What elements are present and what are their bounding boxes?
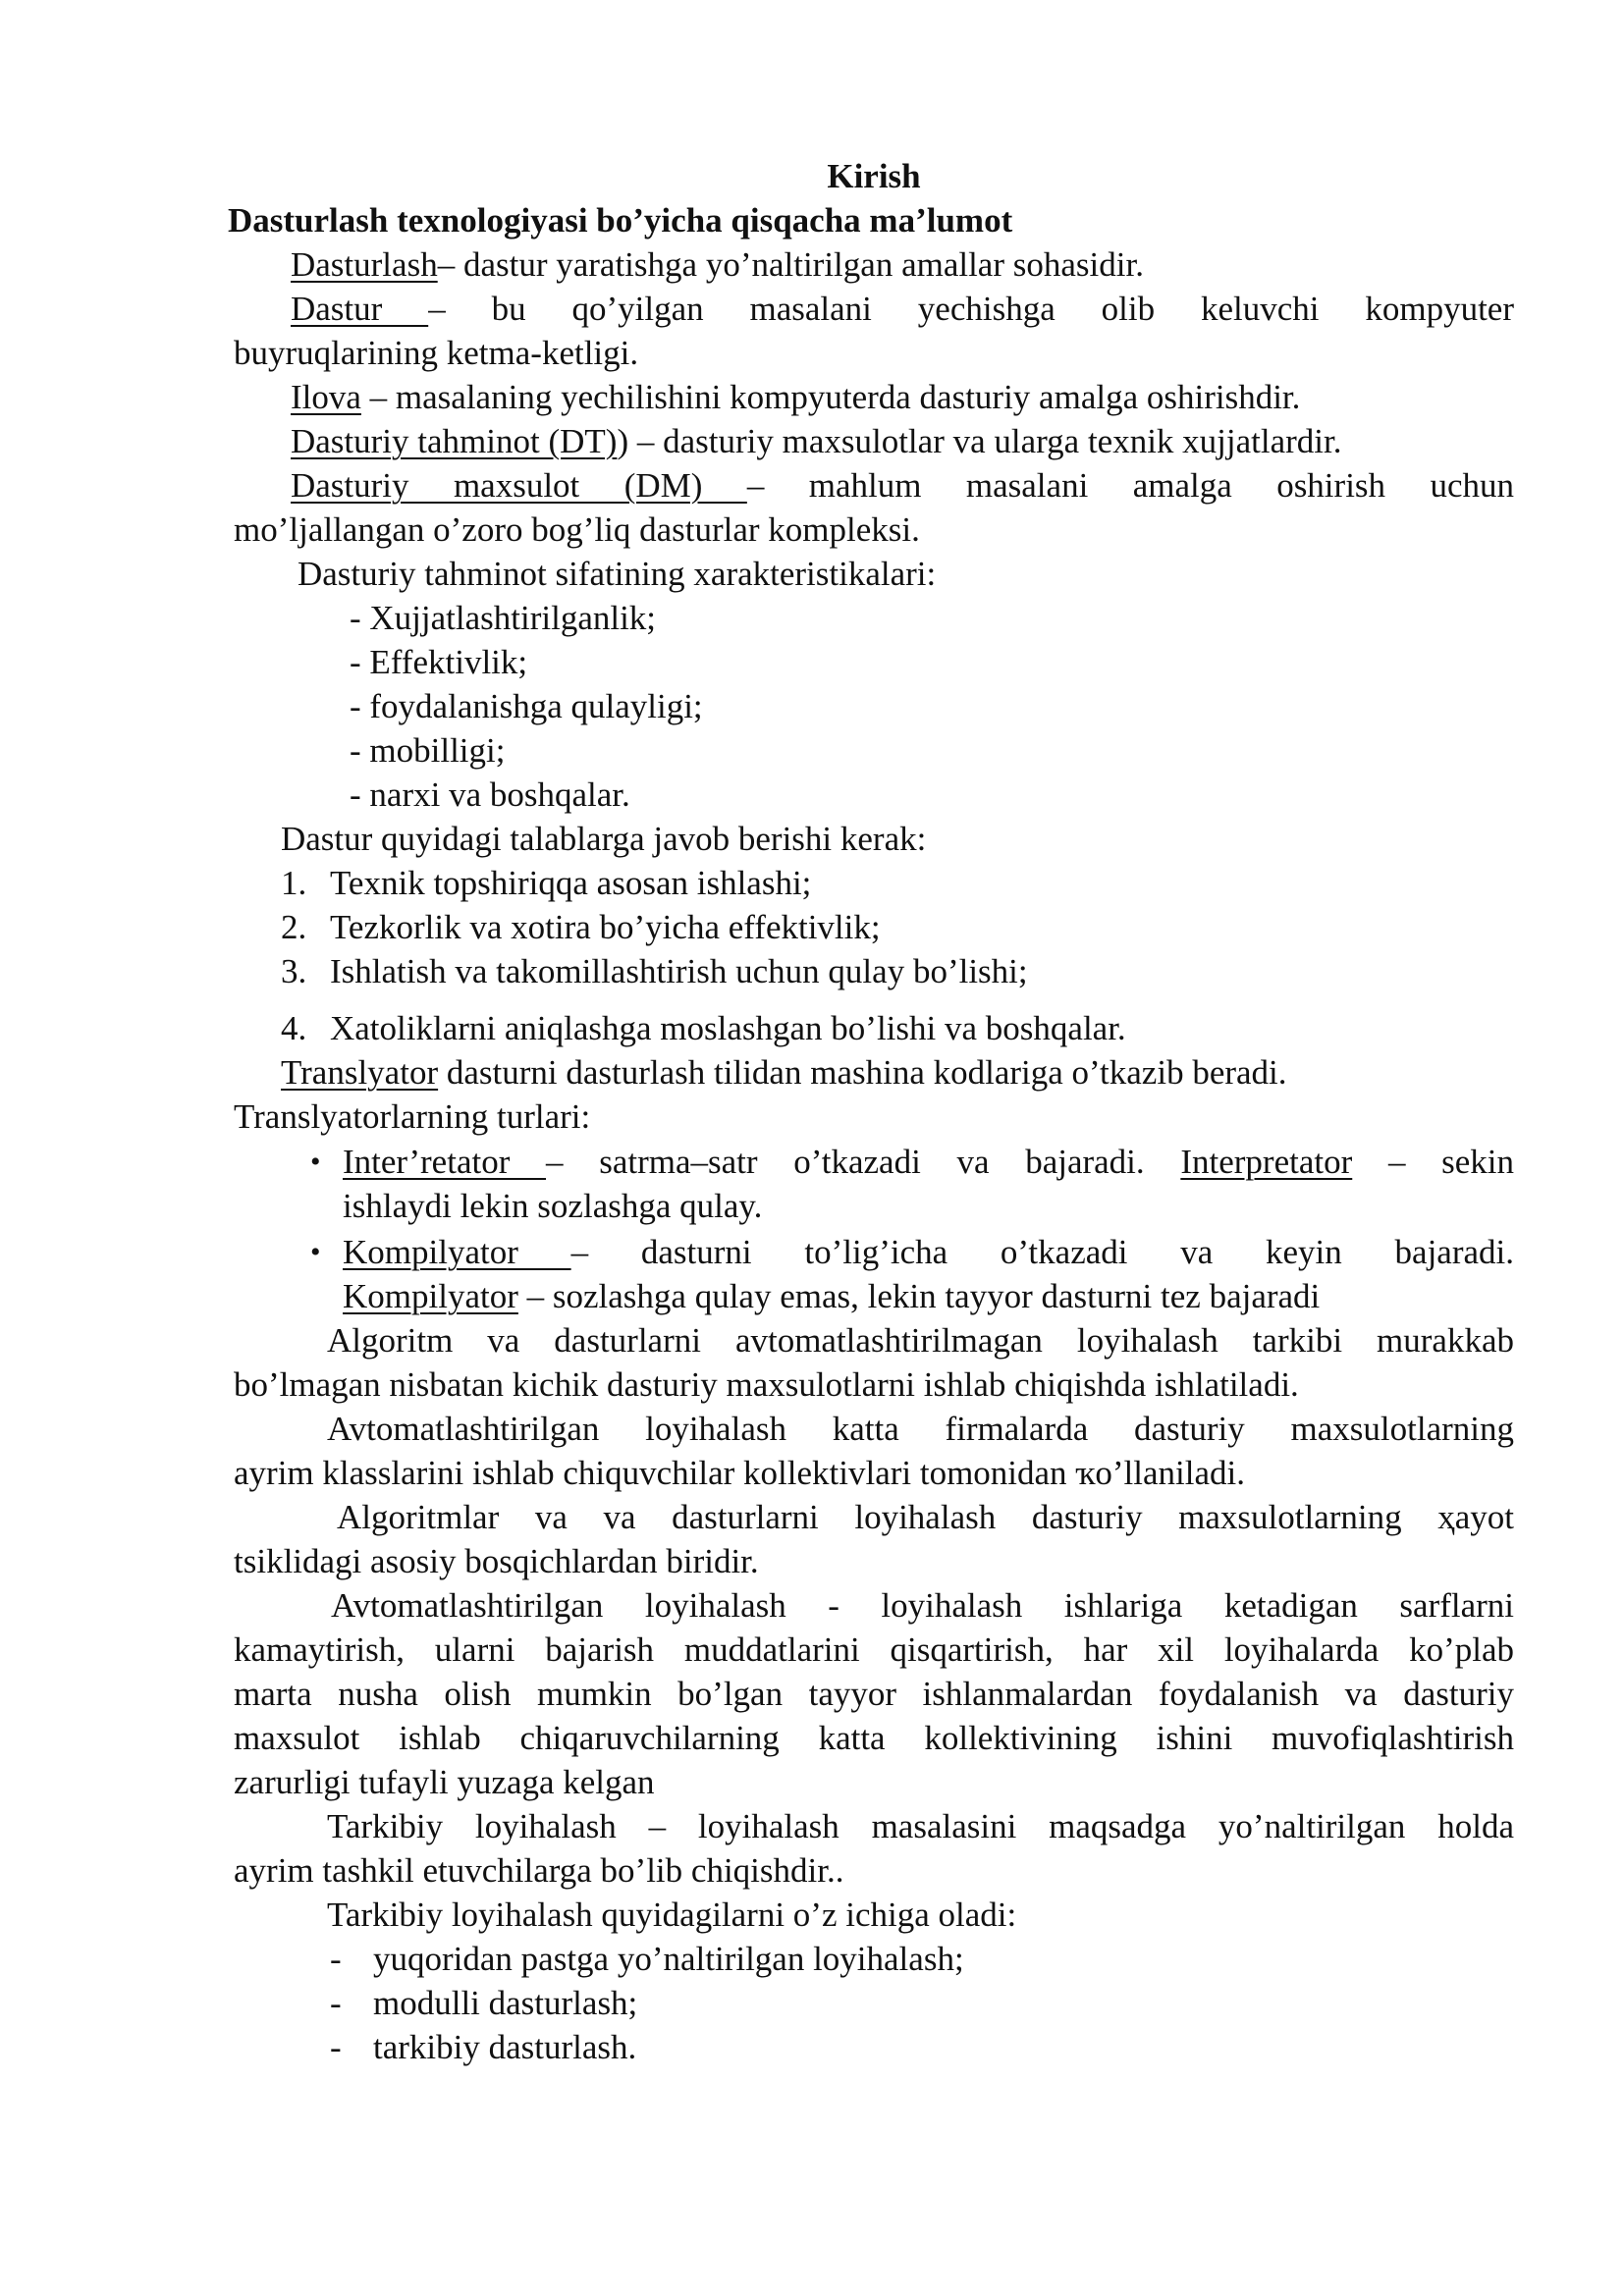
list-number: 3. [281, 952, 307, 990]
structural-item [330, 1937, 1610, 1981]
definition-ilova [291, 375, 1514, 419]
paragraph-line: bo’lmagan nisbatan kichik dasturiy maxsulotlarni ishlab chiqishda ishlatiladi. [234, 1365, 1299, 1404]
quality-item: - Effektivlik; [350, 643, 528, 681]
bullet-icon: • [310, 1236, 321, 1268]
definition-dastur [291, 287, 1514, 331]
requirement-item [281, 861, 1561, 905]
term-kompilyator-2: Kompilyator [343, 1277, 518, 1315]
paragraph-line: kamaytirish, ularni bajarish muddatlarini qisqartirish, har xil loyihalarda ko’plab [234, 1630, 1514, 1669]
page-subtitle: Dasturlash texnologiyasi bo’yicha qisqacha ma’lumot [228, 201, 1013, 240]
quality-intro: Dasturiy tahminot sifatining xarakteristikalari: [298, 555, 937, 593]
list-number: 2. [281, 908, 307, 946]
list-text: Texnik topshiriqqa asosan ishlashi; [330, 864, 812, 902]
definition-text: – bu qo’yilgan masalani yechishga olib keluvchi kompyuter [428, 290, 1514, 328]
list-text: Ishlatish va takomillashtirish uchun qulay bo’lishi; [330, 952, 1028, 990]
quality-item: - narxi va boshqalar. [350, 775, 630, 814]
definition-text: dasturni dasturlash tilidan mashina kodlariga o’tkazib beradi. [438, 1053, 1287, 1092]
list-text: yuqoridan pastga yo’naltirilgan loyihalash; [373, 1940, 964, 1978]
quality-item: - Xujjatlashtirilganlik; [350, 599, 657, 637]
paragraph-line: tsiklidagi asosiy bosqichlardan biridir. [234, 1542, 759, 1580]
requirement-item [281, 949, 1561, 993]
structural-item [330, 2025, 1610, 2069]
interpretator-cont: ishlaydi lekin sozlashga qulay. [343, 1187, 763, 1225]
paragraph-line: Algoritmlar va va dasturlarni loyihalash dasturiy maxsulotlarning ҳayot [337, 1498, 1514, 1536]
definition-text: – sekin [1387, 1143, 1514, 1181]
list-dash: - [330, 1984, 342, 2022]
list-text: modulli dasturlash; [373, 1984, 638, 2022]
definition-dasturlash [291, 242, 1514, 287]
term-interpretator-2: Interpretator [1180, 1143, 1353, 1181]
translyator-types-label: Translyatorlarning turlari: [234, 1097, 591, 1136]
term-interpretator: Inter’retator [343, 1143, 547, 1181]
term-dastur: Dastur [291, 290, 429, 328]
definition-text: ) – dasturiy maxsulotlar va ularga texnik xujjatlardir. [617, 422, 1342, 460]
list-text: Xatoliklarni aniqlashga moslashgan bo’lishi va boshqalar. [330, 1009, 1126, 1047]
list-dash: - [330, 2028, 342, 2066]
paragraph-line: ayrim klasslarini ishlab chiquvchilar kollektivlari tomonidan ҡo’llaniladi. [234, 1454, 1245, 1492]
definition-text: – sozlashga qulay emas, lekin tayyor dasturni tez bajaradi [517, 1277, 1321, 1315]
requirement-item [281, 1006, 1561, 1050]
paragraph-line: Tarkibiy loyihalash – loyihalash masalasini maqsadga yo’naltirilgan holda [327, 1807, 1514, 1845]
list-number: 4. [281, 1009, 307, 1047]
paragraph-line: Avtomatlashtirilgan loyihalash - loyihalash ishlariga ketadigan sarflarni [331, 1586, 1514, 1625]
definition-text: – masalaning yechilishini kompyuterda dasturiy amalga oshirishdir. [360, 378, 1301, 416]
list-text: tarkibiy dasturlash. [373, 2028, 637, 2066]
definition-text: – satrma–satr o’tkazadi va bajaradi. [546, 1143, 1145, 1181]
definition-text: – mahlum masalani amalga oshirish uchun [746, 466, 1514, 505]
definition-text: – dastur yaratishga yo’naltirilgan amallar sohasidir. [437, 245, 1144, 284]
requirement-item [281, 905, 1561, 949]
page-title: Kirish [827, 157, 921, 195]
list-number: 1. [281, 864, 307, 902]
kompilyator-definition [343, 1230, 1514, 1274]
definition-dm [291, 463, 1514, 507]
definition-dt [291, 419, 1514, 463]
paragraph-line: zarurligi tufayli yuzaga kelgan [234, 1763, 655, 1801]
definition-dm-cont: mo’ljallangan o’zoro bog’liq dasturlar kompleksi. [234, 510, 920, 549]
structural-item [330, 1981, 1610, 2025]
term-dt: Dasturiy tahminot (DT) [291, 422, 618, 460]
quality-item: - foydalanishga qulayligi; [350, 687, 703, 725]
interpretator-definition [343, 1140, 1514, 1184]
requirements-intro: Dastur quyidagi talablarga javob berishi kerak: [281, 820, 927, 858]
paragraph-line: ayrim tashkil etuvchilarga bo’lib chiqishdir.. [234, 1851, 844, 1890]
term-translyator: Translyator [281, 1053, 439, 1092]
bullet-icon: • [310, 1146, 321, 1178]
term-dasturlash: Dasturlash [291, 245, 438, 284]
paragraph-line: Avtomatlashtirilgan loyihalash katta firmalarda dasturiy maxsulotlarning [327, 1410, 1514, 1448]
term-dm: Dasturiy maxsulot (DM) [291, 466, 747, 505]
term-kompilyator: Kompilyator [343, 1233, 571, 1271]
term-ilova: Ilova [291, 378, 361, 416]
paragraph-line: marta nusha olish mumkin bo’lgan tayyor ishlanmalardan foydalanish va dasturiy [234, 1675, 1514, 1713]
definition-dastur-cont: buyruqlarining ketma-ketligi. [234, 334, 639, 372]
translyator-definition [281, 1050, 1561, 1095]
definition-text: – dasturni to’lig’icha o’tkazadi va keyin bajaradi. [570, 1233, 1514, 1271]
kompilyator-cont [343, 1274, 1623, 1318]
quality-item: - mobilligi; [350, 731, 506, 770]
paragraph-line: Tarkibiy loyihalash quyidagilarni o’z ichiga oladi: [327, 1896, 1017, 1934]
paragraph-line: maxsulot ishlab chiqaruvchilarning katta kollektivining ishini muvofiqlashtirish [234, 1719, 1514, 1757]
list-dash: - [330, 1940, 342, 1978]
list-text: Tezkorlik va xotira bo’yicha effektivlik; [330, 908, 881, 946]
paragraph-line: Algoritm va dasturlarni avtomatlashtirilmagan loyihalash tarkibi murakkab [327, 1321, 1514, 1360]
